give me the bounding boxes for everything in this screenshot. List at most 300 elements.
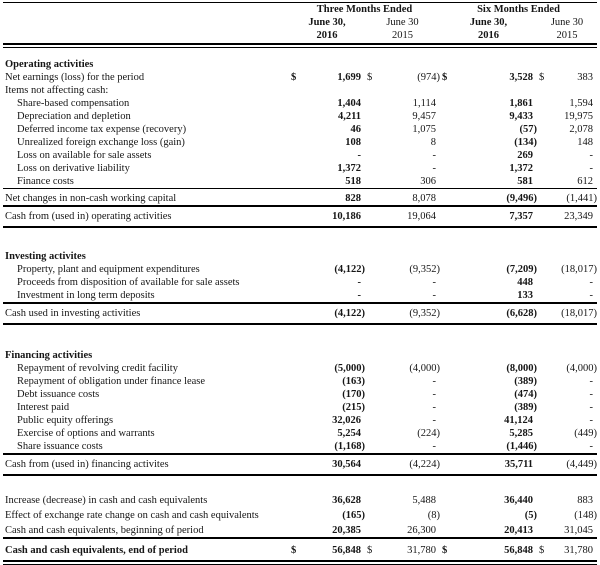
col-header-year-4: 2015 (537, 29, 597, 44)
currency-symbol-cell (365, 454, 385, 475)
value-cell (385, 84, 440, 97)
table-row (3, 175, 597, 189)
col-group-three-months: Three Months Ended (316, 4, 413, 15)
currency-symbol-cell (289, 206, 309, 227)
value-cell: - (432, 376, 436, 387)
currency-symbol-cell (537, 362, 555, 375)
currency-symbol-cell (365, 362, 385, 375)
currency-symbol-cell (365, 440, 385, 454)
value-cell: 41,124 (504, 415, 533, 426)
table-row (3, 84, 597, 97)
value-cell: 148 (577, 137, 593, 148)
value-cell: - (432, 389, 436, 400)
currency-symbol-cell (440, 507, 473, 522)
currency-symbol-cell (289, 492, 309, 507)
row-label: Public equity offerings (17, 415, 114, 426)
value-cell (385, 349, 440, 362)
value-cell (473, 349, 537, 362)
value-cell: 8,078 (385, 189, 440, 207)
value-cell: (5) (524, 510, 537, 521)
section-row (3, 349, 597, 362)
value-cell: (9,352) (385, 303, 440, 324)
value-cell: (8) (427, 510, 440, 521)
header-label-spacer (3, 3, 289, 17)
currency-symbol-cell (440, 401, 473, 414)
currency-symbol-cell (537, 349, 555, 362)
value-cell: (4,122) (309, 303, 365, 324)
value-cell: 448 (517, 277, 533, 288)
currency-symbol-cell (440, 206, 473, 227)
currency-symbol-cell (440, 136, 473, 149)
value-cell: 828 (309, 189, 365, 207)
currency-symbol-cell (289, 84, 309, 97)
value-cell: 31,045 (564, 525, 593, 536)
value-cell: (18,017) (561, 264, 597, 275)
row-label: Proceeds from disposition of available for sale assets (17, 277, 240, 288)
value-cell: 31,780 (385, 538, 440, 561)
currency-symbol-cell (365, 136, 385, 149)
value-cell: 7,357 (473, 206, 537, 227)
value-cell: (134) (514, 137, 537, 148)
row-label: Interest paid (17, 402, 70, 413)
currency-symbol-cell (365, 303, 385, 324)
row-label: Cash used in investing activities (3, 303, 289, 324)
row-label: Cash and cash equivalents, end of period (3, 538, 289, 561)
currency-symbol-cell (365, 250, 385, 263)
currency-symbol-cell (289, 289, 309, 303)
currency-symbol-cell (440, 84, 473, 97)
currency-symbol-cell (365, 84, 385, 97)
currency-symbol-cell (537, 263, 555, 276)
value-cell: 5,488 (412, 495, 436, 506)
currency-symbol-cell (440, 162, 473, 175)
currency-symbol-cell (440, 303, 473, 324)
value-cell: (6,628) (473, 303, 537, 324)
currency-symbol-cell (537, 175, 555, 189)
col-group-six-months: Six Months Ended (477, 4, 560, 15)
currency-symbol-cell (440, 58, 473, 71)
currency-symbol-cell (365, 276, 385, 289)
value-cell: - (432, 290, 436, 301)
currency-symbol-cell (537, 250, 555, 263)
value-cell: 5,254 (337, 428, 361, 439)
currency-symbol-cell (537, 401, 555, 414)
currency-symbol-cell (537, 507, 555, 522)
currency-symbol-cell (537, 522, 555, 538)
value-cell: 306 (420, 176, 436, 187)
value-cell: (224) (417, 428, 440, 439)
value-cell: 20,385 (332, 525, 361, 536)
currency-symbol-cell (365, 388, 385, 401)
value-cell: 518 (345, 176, 361, 187)
value-cell: (389) (514, 376, 537, 387)
value-cell: - (589, 376, 593, 387)
currency-symbol-cell (365, 522, 385, 538)
value-cell: - (589, 290, 593, 301)
value-cell: 133 (517, 290, 533, 301)
currency-symbol-cell (289, 362, 309, 375)
currency-symbol-cell: $ (289, 538, 309, 561)
currency-symbol-cell (440, 427, 473, 440)
currency-symbol-cell (365, 149, 385, 162)
value-cell: - (432, 277, 436, 288)
value-cell: 581 (517, 176, 533, 187)
value-cell: 108 (345, 137, 361, 148)
table-row (3, 427, 597, 440)
table-row (3, 414, 597, 427)
currency-symbol-cell (289, 58, 309, 71)
value-cell: (165) (342, 510, 365, 521)
value-cell: 46 (350, 124, 361, 135)
value-cell: - (589, 277, 593, 288)
value-cell: 9,457 (412, 111, 436, 122)
value-cell: 1,114 (412, 98, 436, 109)
currency-symbol-cell (440, 123, 473, 136)
table-row (3, 289, 597, 303)
table-header (3, 3, 597, 45)
col-header-date-1: June 30, (308, 17, 346, 28)
currency-symbol-cell (440, 522, 473, 538)
currency-symbol-cell (440, 388, 473, 401)
currency-symbol-cell (289, 97, 309, 110)
currency-symbol-cell (289, 175, 309, 189)
table-row (3, 507, 597, 522)
value-cell: 23,349 (555, 206, 597, 227)
value-cell: 10,186 (309, 206, 365, 227)
currency-symbol-cell (440, 110, 473, 123)
currency-symbol-cell (289, 401, 309, 414)
row-label: Deferred income tax expense (recovery) (17, 124, 187, 135)
value-cell: 1,075 (412, 124, 436, 135)
row-label: Repayment of revolving credit facility (17, 363, 178, 374)
col-header-date-2: June 30 (386, 17, 419, 28)
row-label: Investing activites (5, 251, 86, 262)
value-cell: 35,711 (473, 454, 537, 475)
col-header-year-3: 2016 (440, 29, 537, 44)
table-row (3, 522, 597, 538)
value-cell: 36,628 (332, 495, 361, 506)
value-cell: 1,404 (337, 98, 361, 109)
spacer-cell (3, 561, 597, 565)
value-cell: 1,699 (337, 72, 361, 83)
table-row (3, 136, 597, 149)
currency-symbol-cell (537, 440, 555, 454)
value-cell: (5,000) (334, 363, 365, 374)
value-cell: - (589, 441, 593, 452)
currency-symbol-cell (537, 162, 555, 175)
value-cell: - (589, 389, 593, 400)
value-cell: (974) (417, 72, 440, 83)
value-cell: (1,168) (334, 441, 365, 452)
value-cell: (170) (342, 389, 365, 400)
currency-symbol-cell (537, 189, 555, 207)
col-header-date-4: June 30 (550, 17, 584, 28)
currency-symbol-cell (289, 507, 309, 522)
currency-symbol-cell (365, 110, 385, 123)
value-cell: 2,078 (569, 124, 593, 135)
value-cell: (9,352) (409, 264, 440, 275)
total-row (3, 454, 597, 475)
currency-symbol-cell (365, 349, 385, 362)
spacer-row (3, 48, 597, 59)
currency-symbol-cell (365, 375, 385, 388)
value-cell: 1,372 (509, 163, 533, 174)
header-group-row (3, 3, 597, 17)
value-cell: (8,000) (506, 363, 537, 374)
currency-symbol-cell (365, 263, 385, 276)
row-label: Unrealized foreign exchange loss (gain) (17, 137, 185, 148)
currency-symbol-cell (289, 388, 309, 401)
header-label-spacer (3, 29, 289, 44)
section-row (3, 250, 597, 263)
row-label: Debt issuance costs (17, 389, 100, 400)
value-cell: (4,449) (555, 454, 597, 475)
currency-symbol-cell (365, 123, 385, 136)
value-cell: 383 (577, 72, 593, 83)
value-cell: 3,528 (509, 72, 533, 83)
currency-symbol-cell (440, 454, 473, 475)
spacer-row (3, 324, 597, 349)
table-row (3, 362, 597, 375)
currency-symbol-cell (537, 97, 555, 110)
table-row (3, 71, 597, 84)
value-cell: - (357, 290, 361, 301)
currency-symbol-cell (365, 507, 385, 522)
value-cell (473, 250, 537, 263)
table-row (3, 388, 597, 401)
currency-symbol-cell (365, 175, 385, 189)
value-cell: (4,122) (334, 264, 365, 275)
value-cell: 1,861 (509, 98, 533, 109)
row-label: Effect of exchange rate change on cash and cash equivalents (5, 510, 259, 521)
currency-symbol-cell (537, 84, 555, 97)
value-cell (309, 349, 365, 362)
currency-symbol-cell: $ (539, 72, 545, 83)
currency-symbol-cell: $ (291, 72, 297, 83)
row-label: Repayment of obligation under finance lease (17, 376, 206, 387)
value-cell (309, 84, 365, 97)
value-cell (309, 250, 365, 263)
row-label: Depreciation and depletion (17, 111, 131, 122)
table-row (3, 97, 597, 110)
currency-symbol-cell (289, 136, 309, 149)
value-cell: 56,848 (473, 538, 537, 561)
value-cell: (4,000) (409, 363, 440, 374)
value-cell: (7,209) (506, 264, 537, 275)
row-label: Cash from (used in) operating activities (3, 206, 289, 227)
value-cell: - (432, 402, 436, 413)
row-label: Loss on available for sale assets (17, 150, 152, 161)
currency-symbol-cell (537, 123, 555, 136)
value-cell: 4,211 (337, 111, 361, 122)
currency-symbol-cell (289, 349, 309, 362)
value-cell: (215) (342, 402, 365, 413)
currency-symbol-cell (289, 276, 309, 289)
currency-symbol-cell (440, 276, 473, 289)
row-label: Property, plant and equipment expenditures (17, 264, 200, 275)
value-cell (555, 58, 597, 71)
value-cell: 5,285 (509, 428, 533, 439)
cash-flow-table (3, 2, 597, 565)
table-row (3, 375, 597, 388)
value-cell: (163) (342, 376, 365, 387)
currency-symbol-cell (537, 414, 555, 427)
total-row (3, 303, 597, 324)
currency-symbol-cell (289, 123, 309, 136)
currency-symbol-cell (289, 440, 309, 454)
value-cell: 269 (517, 150, 533, 161)
currency-symbol-cell (289, 414, 309, 427)
spacer-cell (3, 324, 597, 349)
currency-symbol-cell (289, 263, 309, 276)
currency-symbol-cell (440, 440, 473, 454)
currency-symbol-cell: $ (440, 538, 473, 561)
table-row (3, 492, 597, 507)
row-label: Financing activities (5, 350, 93, 361)
value-cell (555, 349, 597, 362)
rule-line (3, 561, 597, 565)
currency-symbol-cell (440, 362, 473, 375)
currency-symbol-cell (537, 136, 555, 149)
currency-symbol-cell (289, 162, 309, 175)
currency-symbol-cell (365, 58, 385, 71)
spacer-cell (3, 475, 597, 492)
row-label: Share issuance costs (17, 441, 103, 452)
currency-symbol-cell (537, 276, 555, 289)
currency-symbol-cell (365, 427, 385, 440)
currency-symbol-cell (537, 388, 555, 401)
currency-symbol-cell (440, 492, 473, 507)
currency-symbol-cell (537, 58, 555, 71)
value-cell: (57) (519, 124, 537, 135)
value-cell: 8 (430, 137, 436, 148)
currency-symbol-cell (365, 414, 385, 427)
currency-symbol-cell (289, 427, 309, 440)
currency-symbol-cell: $ (537, 538, 555, 561)
value-cell: 30,564 (309, 454, 365, 475)
value-cell: (449) (574, 428, 597, 439)
value-cell: (474) (514, 389, 537, 400)
value-cell: 19,975 (564, 111, 593, 122)
currency-symbol-cell (537, 149, 555, 162)
table-row (3, 123, 597, 136)
section-row (3, 58, 597, 71)
currency-symbol-cell (289, 189, 309, 207)
row-label: Net changes in non-cash working capital (3, 189, 289, 207)
row-label: Loss on derivative liability (17, 163, 130, 174)
currency-symbol-cell (537, 289, 555, 303)
value-cell: - (432, 150, 436, 161)
col-header-date-3: June 30, (469, 17, 508, 28)
currency-symbol-cell (289, 303, 309, 324)
currency-symbol-cell (440, 97, 473, 110)
currency-symbol-cell (365, 289, 385, 303)
row-label: Finance costs (17, 176, 74, 187)
value-cell: - (589, 150, 593, 161)
currency-symbol-cell: $ (367, 72, 373, 83)
currency-symbol-cell (289, 250, 309, 263)
currency-symbol-cell (440, 414, 473, 427)
table-row (3, 149, 597, 162)
currency-symbol-cell (440, 250, 473, 263)
value-cell (385, 58, 440, 71)
value-cell (555, 250, 597, 263)
value-cell: 26,300 (407, 525, 436, 536)
table-row (3, 110, 597, 123)
currency-symbol-cell (289, 110, 309, 123)
value-cell (555, 84, 597, 97)
value-cell: 36,440 (504, 495, 533, 506)
currency-symbol-cell (440, 349, 473, 362)
value-cell (309, 58, 365, 71)
currency-symbol-cell (365, 162, 385, 175)
row-label: Share-based compensation (17, 98, 130, 109)
currency-symbol-cell (289, 149, 309, 162)
value-cell: (4,224) (385, 454, 440, 475)
value-cell: (9,496) (473, 189, 537, 207)
row-label: Exercise of options and warrants (17, 428, 155, 439)
value-cell: (1,441) (555, 189, 597, 207)
spacer-cell (3, 227, 597, 250)
currency-symbol-cell: $ (442, 72, 448, 83)
value-cell: 1,372 (337, 163, 361, 174)
currency-symbol-cell (537, 454, 555, 475)
currency-symbol-cell (289, 454, 309, 475)
value-cell: (1,446) (506, 441, 537, 452)
value-cell: 31,780 (555, 538, 597, 561)
value-cell (473, 58, 537, 71)
currency-symbol-cell (365, 206, 385, 227)
value-cell (473, 84, 537, 97)
table-row (3, 401, 597, 414)
row-label: Cash from (used in) financing activites (3, 454, 289, 475)
value-cell: 1,594 (569, 98, 593, 109)
value-cell: 612 (577, 176, 593, 187)
col-header-year-2: 2015 (365, 29, 440, 44)
value-cell: - (589, 402, 593, 413)
spacer-row (3, 475, 597, 492)
currency-symbol-cell (440, 289, 473, 303)
currency-symbol-cell (440, 375, 473, 388)
value-cell: 9,433 (509, 111, 533, 122)
row-label: Net earnings (loss) for the period (5, 72, 145, 83)
col-header-year-1: 2016 (289, 29, 365, 44)
currency-symbol-cell (537, 492, 555, 507)
value-cell (385, 250, 440, 263)
value-cell: (18,017) (555, 303, 597, 324)
value-cell: - (589, 163, 593, 174)
table-row (3, 263, 597, 276)
value-cell: - (589, 415, 593, 426)
currency-symbol-cell (440, 263, 473, 276)
value-cell: (4,000) (566, 363, 597, 374)
total-row (3, 189, 597, 207)
currency-symbol-cell (440, 175, 473, 189)
value-cell: - (357, 277, 361, 288)
spacer-cell (3, 48, 597, 59)
currency-symbol-cell (365, 97, 385, 110)
value-cell: (148) (574, 510, 597, 521)
table-body (3, 44, 597, 565)
row-label: Increase (decrease) in cash and cash equivalents (5, 495, 208, 506)
row-label: Operating activities (5, 59, 94, 70)
value-cell: - (432, 415, 436, 426)
currency-symbol-cell (365, 492, 385, 507)
value-cell: (389) (514, 402, 537, 413)
table-row (3, 440, 597, 454)
currency-symbol-cell (537, 206, 555, 227)
total-row (3, 206, 597, 227)
